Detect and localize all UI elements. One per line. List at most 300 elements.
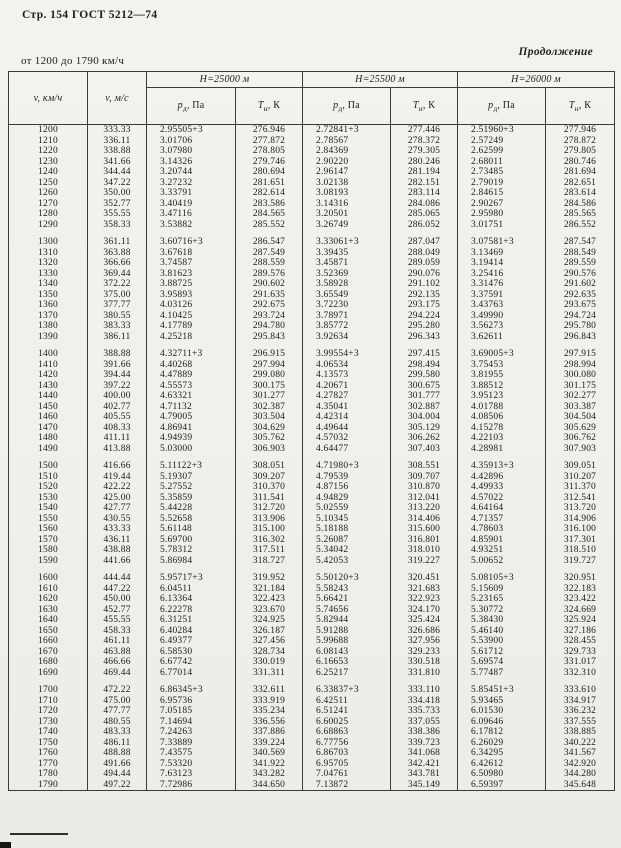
table-cell: 1720 — [38, 706, 58, 716]
col-header-h26000: Н=26000 м — [458, 72, 615, 88]
table-cell: 2.84615 — [458, 188, 546, 199]
table-cell: 280.746 — [546, 157, 615, 168]
table-row — [9, 535, 615, 546]
table-row — [9, 717, 615, 728]
table-cell: 276.946 — [236, 125, 303, 136]
table-row — [9, 220, 615, 231]
table-cell: 331.311 — [236, 668, 303, 679]
table-cell: 7.33889 — [147, 738, 236, 749]
table-cell: 336.556 — [236, 717, 303, 728]
table-cell: 297.415 — [391, 349, 458, 360]
table-cell: 320.451 — [391, 573, 458, 584]
table-cell: 299.580 — [391, 370, 458, 381]
table-cell: 4.87156 — [303, 482, 391, 493]
table-cell: 441.66 — [88, 556, 147, 567]
table-cell: 4.94939 — [147, 433, 236, 444]
table-cell: 2.78567 — [303, 136, 391, 147]
table-cell: 3.65549 — [303, 290, 391, 301]
spacer-cell — [391, 678, 458, 685]
table-cell: 341.66 — [88, 157, 147, 168]
col-header-pd-2: $р_д$, Па — [303, 88, 391, 125]
table-cell: 380.55 — [88, 311, 147, 322]
table-cell: 1340 — [38, 279, 58, 289]
table-cell: 4.85901 — [458, 535, 546, 546]
table-cell: 321.683 — [391, 584, 458, 595]
col-header-h25500: Н=25500 м — [303, 72, 458, 88]
table-cell: 1220 — [38, 146, 58, 156]
table-cell: 304.504 — [546, 412, 615, 423]
table-cell: 1240 — [38, 167, 58, 177]
table-cell: 372.22 — [88, 279, 147, 290]
table-row — [9, 199, 615, 210]
table-cell: 314.906 — [546, 514, 615, 525]
table-cell: 433.33 — [88, 524, 147, 535]
table-row — [9, 209, 615, 220]
table-cell: 1530 — [38, 492, 58, 503]
table-cell: 295.780 — [546, 321, 615, 332]
table-row — [9, 321, 615, 332]
spacer-cell — [88, 678, 147, 685]
spacer-cell — [303, 342, 391, 349]
table-cell: 419.44 — [88, 472, 147, 483]
table-cell: 2.51960+3 — [458, 125, 546, 136]
table-cell: 3.53882 — [147, 220, 236, 231]
table-cell: 303.504 — [236, 412, 303, 423]
table-cell: 5.66421 — [303, 594, 391, 605]
pressure-symbol: р — [333, 99, 339, 111]
table-cell: 3.07581+3 — [458, 237, 546, 248]
table-cell: 3.01751 — [458, 220, 546, 231]
table-cell: 427.77 — [88, 503, 147, 514]
table-cell: 315.600 — [391, 524, 458, 535]
table-cell: 4.49644 — [303, 423, 391, 434]
table-cell: 4.49933 — [458, 482, 546, 493]
table-cell: 315.100 — [236, 524, 303, 535]
table-cell: 3.67618 — [147, 248, 236, 259]
table-cell: 333.33 — [88, 125, 147, 136]
table-cell: 461.11 — [88, 636, 147, 647]
table-row — [9, 258, 615, 269]
group-spacer-row — [9, 454, 615, 461]
table-cell: 1760 — [38, 748, 58, 758]
table-cell: 303.387 — [546, 402, 615, 413]
table-row — [9, 188, 615, 199]
table-cell: 2.68011 — [458, 157, 546, 168]
table-cell: 6.95705 — [303, 759, 391, 770]
table-cell: 313.720 — [546, 503, 615, 514]
table-cell: 1350 — [38, 289, 58, 300]
table-cell: 5.61712 — [458, 647, 546, 658]
spacer-cell — [546, 230, 615, 237]
table-cell: 322.923 — [391, 594, 458, 605]
table-cell: 5.86984 — [147, 556, 236, 567]
table-cell: 335.733 — [391, 706, 458, 717]
spacer-cell — [147, 342, 236, 349]
table-cell: 491.66 — [88, 759, 147, 770]
table-cell: 6.42511 — [303, 696, 391, 707]
table-row — [9, 615, 615, 626]
table-cell: 1600 — [38, 573, 58, 583]
table-cell: 7.05185 — [147, 706, 236, 717]
table-cell: 281.651 — [236, 178, 303, 189]
table-cell: 7.53320 — [147, 759, 236, 770]
table-cell: 494.44 — [88, 769, 147, 780]
table-cell: 7.43575 — [147, 748, 236, 759]
table-cell: 488.88 — [88, 748, 147, 759]
table-cell: 307.403 — [391, 444, 458, 455]
table-cell: 343.781 — [391, 769, 458, 780]
table-cell: 1310 — [38, 247, 58, 258]
table-cell: 6.50980 — [458, 769, 546, 780]
table-cell: 290.602 — [236, 279, 303, 290]
table-cell: 4.42314 — [303, 412, 391, 423]
table-cell: 284.086 — [391, 199, 458, 210]
spacer-cell — [303, 230, 391, 237]
table-cell: 336.232 — [546, 706, 615, 717]
table-cell: 327.956 — [391, 636, 458, 647]
table-cell: 5.35859 — [147, 493, 236, 504]
table-cell: 288.549 — [546, 248, 615, 259]
spacer-cell — [147, 678, 236, 685]
table-cell: 5.61148 — [147, 524, 236, 535]
table-cell: 1470 — [38, 422, 58, 433]
table-cell: 292.635 — [546, 290, 615, 301]
table-row — [9, 556, 615, 567]
table-cell: 4.79539 — [303, 472, 391, 483]
table-cell: 322.423 — [236, 594, 303, 605]
table-cell: 3.95893 — [147, 290, 236, 301]
table-cell: 6.31251 — [147, 615, 236, 626]
table-cell: 3.95123 — [458, 391, 546, 402]
table-cell: 293.675 — [546, 300, 615, 311]
table-cell: 279.746 — [236, 157, 303, 168]
table-cell: 5.52658 — [147, 514, 236, 525]
spacer-cell — [88, 342, 147, 349]
table-row — [9, 647, 615, 658]
table-cell: 1490 — [38, 443, 58, 454]
table-cell: 3.43763 — [458, 300, 546, 311]
table-cell: 6.49377 — [147, 636, 236, 647]
table-cell: 1450 — [38, 401, 58, 412]
table-cell: 6.40284 — [147, 626, 236, 637]
table-cell: 330.518 — [391, 657, 458, 668]
table-cell: 4.42896 — [458, 472, 546, 483]
table-cell: 285.065 — [391, 209, 458, 220]
table-cell: 298.994 — [546, 360, 615, 371]
table-cell: 341.922 — [236, 759, 303, 770]
table-cell: 318.010 — [391, 545, 458, 556]
table-cell: 285.552 — [236, 220, 303, 231]
table-cell: 343.282 — [236, 769, 303, 780]
table-cell: 1440 — [38, 391, 58, 401]
table-cell: 480.55 — [88, 717, 147, 728]
table-cell: 6.95736 — [147, 696, 236, 707]
table-cell: 287.547 — [546, 237, 615, 248]
table-cell: 4.35041 — [303, 402, 391, 413]
table-row — [9, 503, 615, 514]
table-cell: 400.00 — [88, 391, 147, 402]
table-cell: 405.55 — [88, 412, 147, 423]
table-cell: 286.547 — [236, 237, 303, 248]
table-cell: 338.885 — [546, 727, 615, 738]
table-cell: 1370 — [38, 310, 58, 321]
spacer-cell — [9, 678, 88, 685]
table-cell: 1410 — [38, 359, 58, 370]
table-cell: 2.57249 — [458, 136, 546, 147]
table-cell: 5.42053 — [303, 556, 391, 567]
table-cell: 294.724 — [546, 311, 615, 322]
table-cell: 286.552 — [546, 220, 615, 231]
table-row — [9, 636, 615, 647]
table-cell: 339.723 — [391, 738, 458, 749]
col-header-pd-1: $р_д$, Па — [147, 88, 236, 125]
table-cell: 1500 — [38, 461, 58, 471]
spacer-cell — [303, 566, 391, 573]
table-cell: 5.34042 — [303, 545, 391, 556]
table-cell: 278.872 — [546, 136, 615, 147]
table-cell: 345.648 — [546, 780, 615, 791]
table-row — [9, 349, 615, 360]
table-cell: 3.20744 — [147, 167, 236, 178]
table-cell: 6.08143 — [303, 647, 391, 658]
table-cell: 6.58530 — [147, 647, 236, 658]
table-row — [9, 290, 615, 301]
table-cell: 316.100 — [546, 524, 615, 535]
table-cell: 4.03126 — [147, 300, 236, 311]
table-cell: 1300 — [38, 237, 58, 247]
table-cell: 1580 — [38, 545, 58, 555]
table-cell: 3.60716+3 — [147, 237, 236, 248]
spacer-cell — [88, 230, 147, 237]
table-cell: 486.11 — [88, 738, 147, 749]
page-header: Стр. 154 ГОСТ 5212—74 — [22, 9, 158, 21]
table-cell: 287.047 — [391, 237, 458, 248]
table-cell: 3.47116 — [147, 209, 236, 220]
table-cell: 2.79019 — [458, 178, 546, 189]
table-cell: 279.305 — [391, 146, 458, 157]
table-cell: 294.780 — [236, 321, 303, 332]
table-cell: 289.559 — [546, 258, 615, 269]
table-cell: 6.34295 — [458, 748, 546, 759]
table-cell: 3.58928 — [303, 279, 391, 290]
table-cell: 301.777 — [391, 391, 458, 402]
table-cell: 430.55 — [88, 514, 147, 525]
spacer-cell — [236, 342, 303, 349]
table-row — [9, 269, 615, 280]
table-cell: 310.870 — [391, 482, 458, 493]
table-cell: 4.71132 — [147, 402, 236, 413]
table-cell: 293.724 — [236, 311, 303, 322]
table-cell: 4.15278 — [458, 423, 546, 434]
table-cell: 302.277 — [546, 391, 615, 402]
table-cell: 3.52369 — [303, 269, 391, 280]
table-cell: 3.37591 — [458, 290, 546, 301]
table-cell: 324.170 — [391, 605, 458, 616]
col-header-tn-2: $Т_н$, К — [391, 88, 458, 125]
table-row — [9, 167, 615, 178]
table-cell: 341.068 — [391, 748, 458, 759]
table-cell: 6.42612 — [458, 759, 546, 770]
table-cell: 309.051 — [546, 461, 615, 472]
table-cell: 1670 — [38, 646, 58, 657]
table-cell: 3.45871 — [303, 258, 391, 269]
table-cell: 5.27552 — [147, 482, 236, 493]
table-row — [9, 696, 615, 707]
table-cell: 3.56273 — [458, 321, 546, 332]
table-cell: 287.549 — [236, 248, 303, 259]
table-cell: 1730 — [38, 716, 58, 727]
table-cell: 2.95505+3 — [147, 125, 236, 136]
table-cell: 6.16653 — [303, 657, 391, 668]
table-cell: 312.041 — [391, 493, 458, 504]
spacer-cell — [391, 230, 458, 237]
table-cell: 5.11122+3 — [147, 461, 236, 472]
table-row — [9, 472, 615, 483]
table-cell: 2.62599 — [458, 146, 546, 157]
spacer-cell — [458, 230, 546, 237]
table-cell: 3.19414 — [458, 258, 546, 269]
table-cell: 5.82944 — [303, 615, 391, 626]
table-cell: 6.77756 — [303, 738, 391, 749]
table-cell: 319.227 — [391, 556, 458, 567]
table-cell: 438.88 — [88, 545, 147, 556]
temperature-symbol: Т — [568, 99, 575, 111]
spacer-cell — [391, 342, 458, 349]
table-cell: 323.670 — [236, 605, 303, 616]
table-cell: 319.727 — [546, 556, 615, 567]
table-cell: 296.343 — [391, 332, 458, 343]
table-cell: 1640 — [38, 615, 58, 625]
table-cell: 305.129 — [391, 423, 458, 434]
col-header-tn-3: $Т_н$, К — [546, 88, 615, 125]
data-table — [8, 71, 615, 791]
table-cell: 4.01788 — [458, 402, 546, 413]
spacer-cell — [88, 566, 147, 573]
spacer-cell — [458, 342, 546, 349]
table-cell: 331.017 — [546, 657, 615, 668]
table-cell: 2.90220 — [303, 157, 391, 168]
table-cell: 1770 — [38, 758, 58, 769]
table-cell: 304.629 — [236, 423, 303, 434]
table-cell: 4.20671 — [303, 381, 391, 392]
table-cell: 338.88 — [88, 146, 147, 157]
spacer-cell — [9, 230, 88, 237]
table-cell: 280.246 — [391, 157, 458, 168]
table-cell: 3.33061+3 — [303, 237, 391, 248]
table-cell: 5.03000 — [147, 444, 236, 455]
table-cell: 325.424 — [391, 615, 458, 626]
group-spacer-row — [9, 342, 615, 349]
table-cell: 342.421 — [391, 759, 458, 770]
table-cell: 4.78603 — [458, 524, 546, 535]
table-cell: 366.66 — [88, 258, 147, 269]
table-row — [9, 391, 615, 402]
table-cell: 455.55 — [88, 615, 147, 626]
table-cell: 3.14316 — [303, 199, 391, 210]
table-cell: 284.586 — [546, 199, 615, 210]
table-cell: 436.11 — [88, 535, 147, 546]
table-cell: 7.72986 — [147, 780, 236, 791]
table-cell: 3.72230 — [303, 300, 391, 311]
table-cell: 4.28981 — [458, 444, 546, 455]
table-cell: 447.22 — [88, 584, 147, 595]
table-cell: 1680 — [38, 657, 58, 667]
table-cell: 3.75453 — [458, 360, 546, 371]
table-cell: 4.17789 — [147, 321, 236, 332]
table-cell: 295.843 — [236, 332, 303, 343]
table-row — [9, 157, 615, 168]
table-cell: 6.22278 — [147, 605, 236, 616]
spacer-cell — [391, 566, 458, 573]
table-cell: 292.135 — [391, 290, 458, 301]
table-cell: 1460 — [38, 412, 58, 422]
table-cell: 300.080 — [546, 370, 615, 381]
spacer-cell — [303, 678, 391, 685]
table-cell: 1420 — [38, 370, 58, 380]
table-cell: 301.277 — [236, 391, 303, 402]
table-cell: 336.11 — [88, 136, 147, 147]
table-cell: 5.50120+3 — [303, 573, 391, 584]
table-cell: 377.77 — [88, 300, 147, 311]
table-cell: 283.114 — [391, 188, 458, 199]
table-cell: 2.96147 — [303, 167, 391, 178]
table-cell: 1520 — [38, 482, 58, 492]
table-cell: 5.69700 — [147, 535, 236, 546]
page-bottom-mark — [10, 833, 68, 835]
table-cell: 280.694 — [236, 167, 303, 178]
table-cell: 318.727 — [236, 556, 303, 567]
table-cell: 375.00 — [88, 290, 147, 301]
table-cell: 5.95717+3 — [147, 573, 236, 584]
table-row — [9, 279, 615, 290]
table-cell: 341.567 — [546, 748, 615, 759]
table-cell: 3.69005+3 — [458, 349, 546, 360]
table-cell: 3.49990 — [458, 311, 546, 322]
table-row — [9, 433, 615, 444]
table-cell: 337.555 — [546, 717, 615, 728]
table-cell: 5.74656 — [303, 605, 391, 616]
table-cell: 391.66 — [88, 360, 147, 371]
table-cell: 5.99688 — [303, 636, 391, 647]
table-cell: 6.60025 — [303, 717, 391, 728]
table-cell: 4.93251 — [458, 545, 546, 556]
table-cell: 300.675 — [391, 381, 458, 392]
table-cell: 278.372 — [391, 136, 458, 147]
table-cell: 5.78312 — [147, 545, 236, 556]
table-cell: 5.69574 — [458, 657, 546, 668]
table-cell: 299.080 — [236, 370, 303, 381]
table-cell: 283.586 — [236, 199, 303, 210]
col-header-tn-1: $Т_н$, К — [236, 88, 303, 125]
col-header-v-ms: v, м/с — [88, 72, 147, 125]
table-cell: 305.762 — [236, 433, 303, 444]
table-cell: 327.456 — [236, 636, 303, 647]
col-header-h25000: Н=25000 м — [147, 72, 303, 88]
table-cell: 1740 — [38, 727, 58, 737]
table-cell: 5.02559 — [303, 503, 391, 514]
table-cell: 283.614 — [546, 188, 615, 199]
table-cell: 3.88512 — [458, 381, 546, 392]
table-row — [9, 125, 615, 136]
table-cell: 285.565 — [546, 209, 615, 220]
table-cell: 3.74587 — [147, 258, 236, 269]
table-cell: 1260 — [38, 188, 58, 198]
spacer-cell — [391, 454, 458, 461]
table-cell: 345.149 — [391, 780, 458, 791]
table-cell: 4.35913+3 — [458, 461, 546, 472]
table-cell: 335.234 — [236, 706, 303, 717]
table-cell: 1290 — [38, 219, 58, 230]
